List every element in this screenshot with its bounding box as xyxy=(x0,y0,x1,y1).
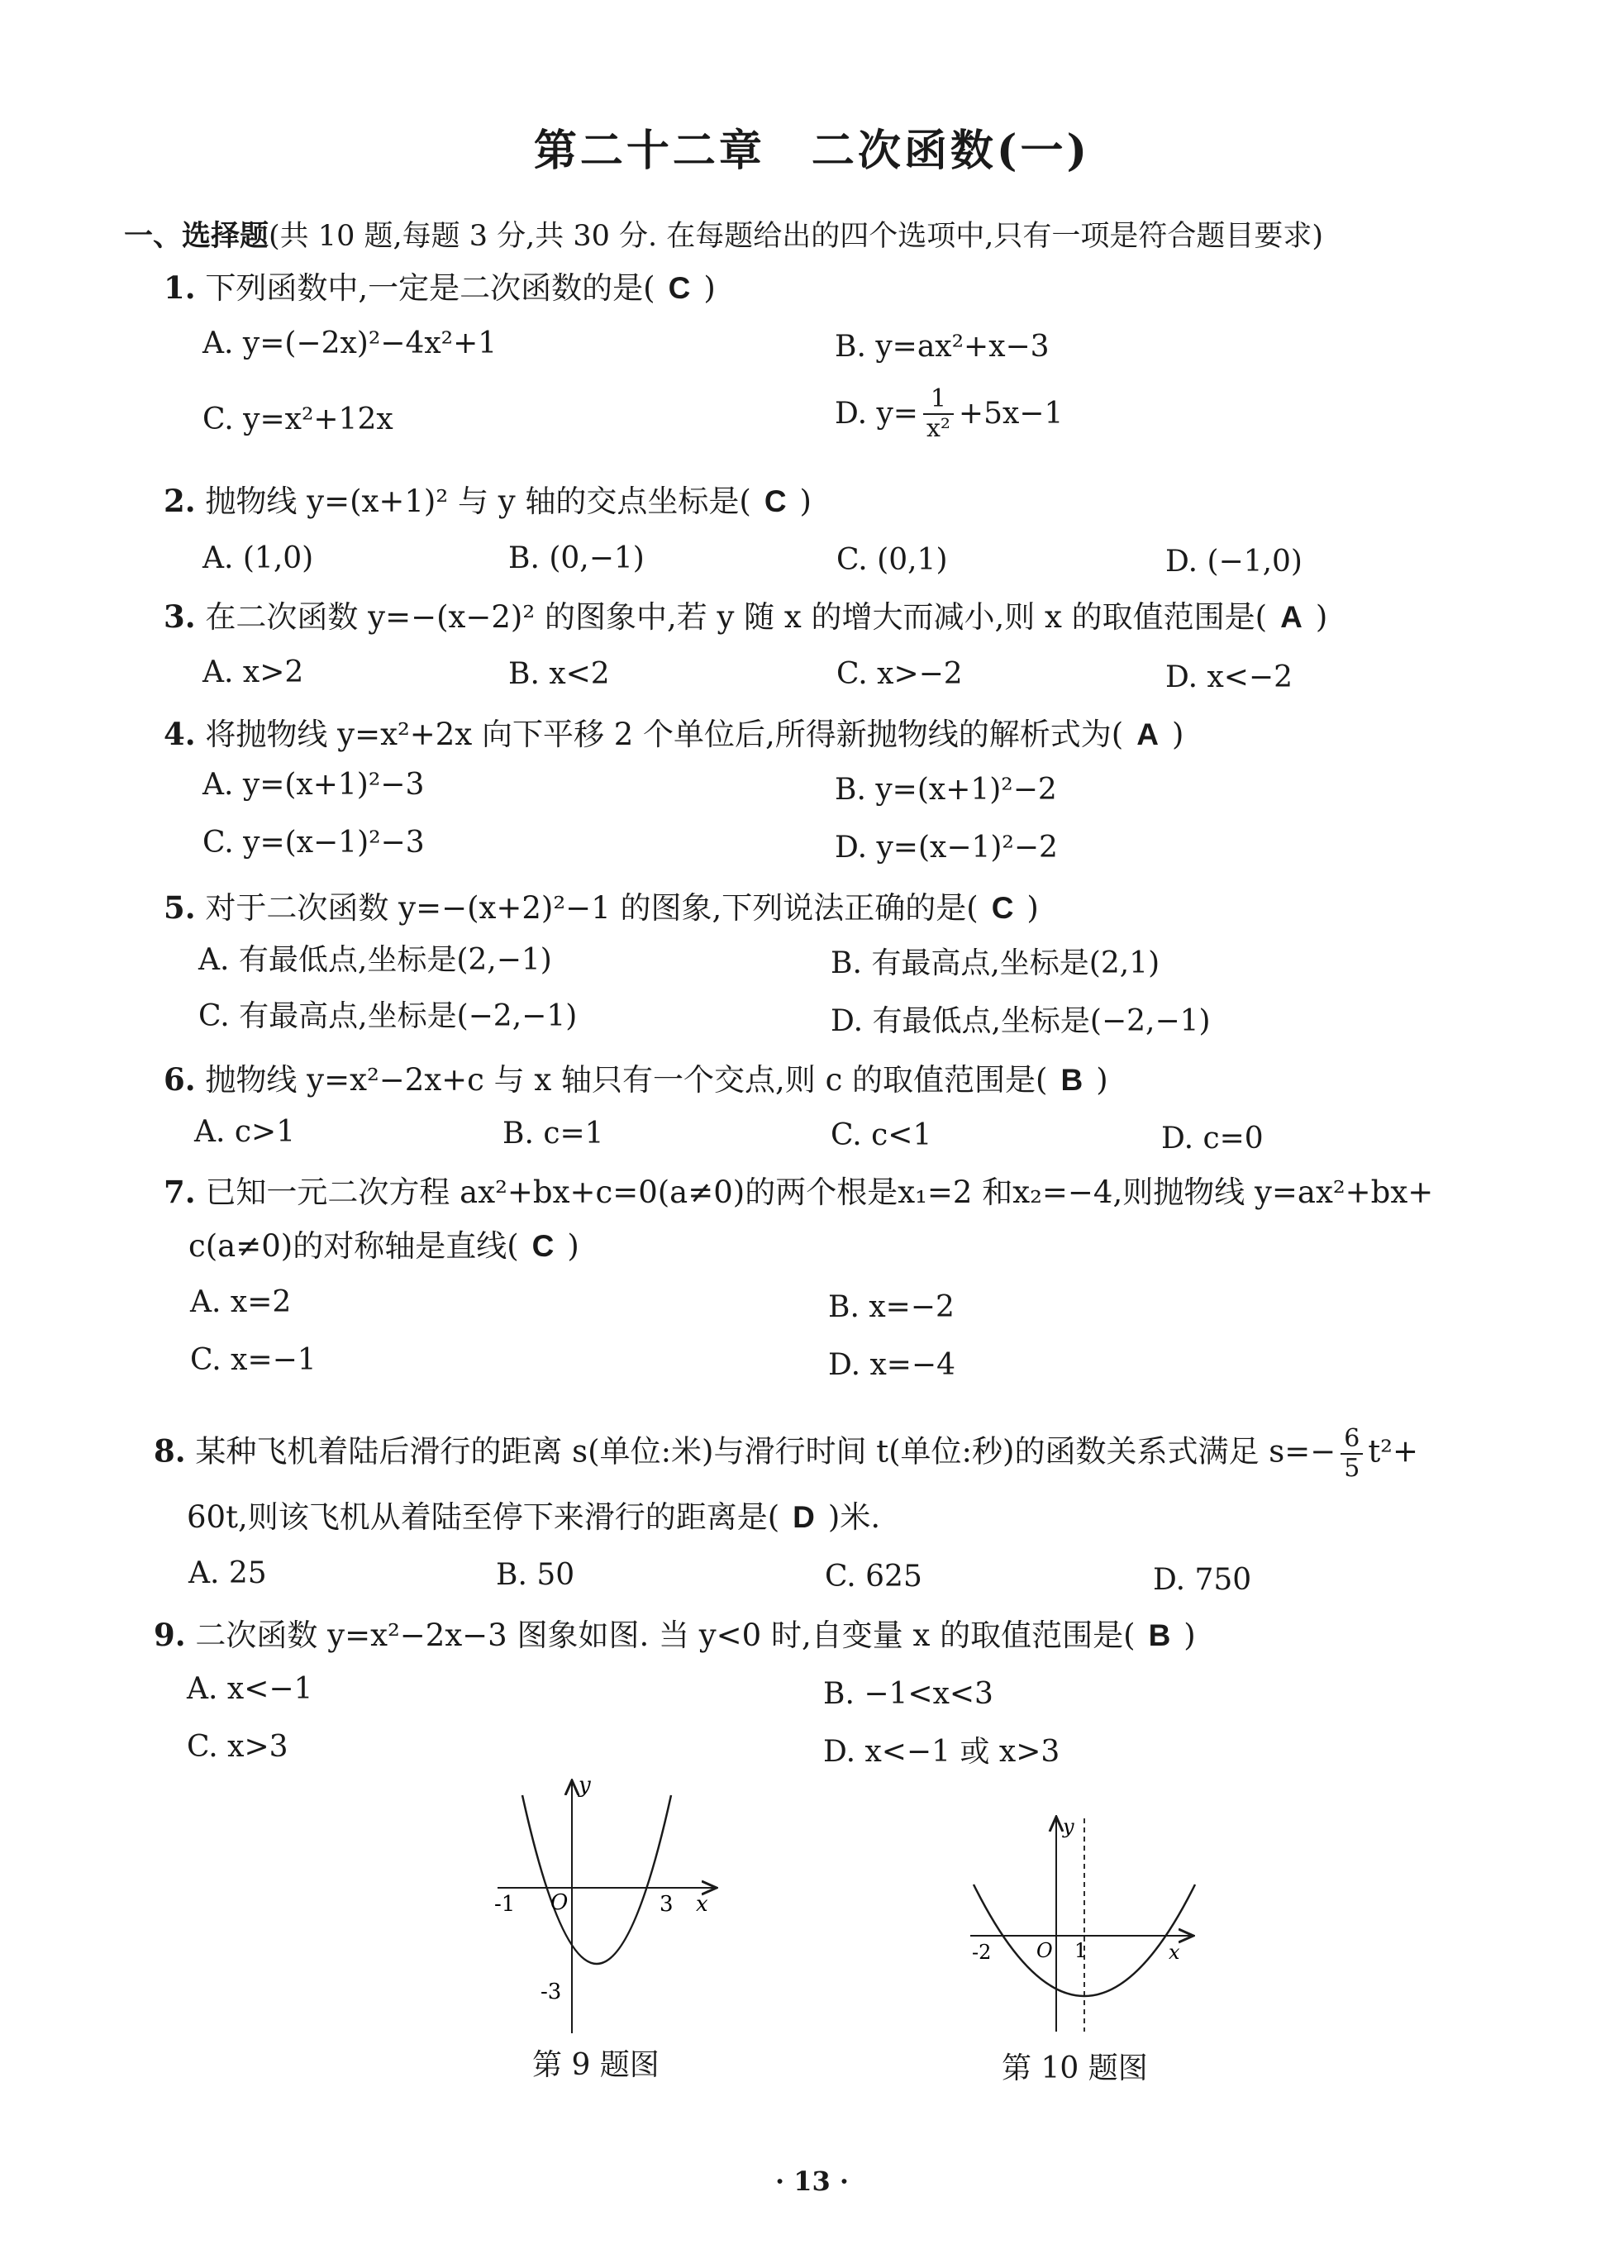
question-stem: 将抛物线 y=x²+2x 向下平移 2 个单位后,所得新抛物线的解析式为( xyxy=(205,717,1124,752)
fraction-denominator: x² xyxy=(926,414,950,443)
section-label: 一、选择题 xyxy=(124,219,269,253)
axis-tick-label: 1 xyxy=(1074,1939,1088,1962)
parabola-curve xyxy=(522,1795,671,1964)
question-stem-line2: 60t,则该飞机从着陆至停下来滑行的距离是( xyxy=(187,1499,780,1535)
fraction xyxy=(923,385,954,443)
answer-mark: C xyxy=(668,271,691,305)
q2-option-b: B. (0,−1) xyxy=(508,541,645,575)
question-9 xyxy=(154,1615,1575,1656)
q1-option-c: C. y=x²+12x xyxy=(202,403,393,436)
page-title: 第二十二章 二次函数(一) xyxy=(533,126,1091,176)
answer-mark: C xyxy=(531,1229,555,1263)
question-stem-line1: 某种飞机着陆后滑行的距离 s(单位:米)与滑行时间 t(单位:秒)的函数关系式满足 s=− xyxy=(195,1433,1336,1470)
q8-option-c: C. 625 xyxy=(825,1560,922,1594)
question-stem: 对于二次函数 y=−(x+2)²−1 的图象,下列说法正确的是( xyxy=(205,890,979,926)
stem-close: ) xyxy=(1096,1062,1108,1098)
question-number: 8. xyxy=(154,1432,186,1470)
x-axis-label: x xyxy=(696,1892,708,1917)
question-stem: 在二次函数 y=−(x−2)² 的图象中,若 y 随 x 的增大而减小,则 x 的取值范围是( xyxy=(205,599,1268,635)
q4-option-b: B. y=(x+1)²−2 xyxy=(835,773,1057,807)
origin-label: O xyxy=(1036,1939,1053,1962)
q4-option-c: C. y=(x−1)²−3 xyxy=(202,826,425,860)
q1-option-d xyxy=(835,385,1063,443)
question-7-line2 xyxy=(188,1227,1610,1266)
question-stem-line1: 已知一元二次方程 ax²+bx+c=0(a≠0)的两个根是x₁=2 和x₂=−4,则抛物线 y=ax²+bx+ xyxy=(205,1174,1434,1210)
option-d-prefix: D. y= xyxy=(835,397,918,431)
answer-mark: A xyxy=(1136,717,1159,751)
option-d-suffix: +5x−1 xyxy=(958,397,1064,431)
question-stem: 抛物线 y=x²−2x+c 与 x 轴只有一个交点,则 c 的取值范围是( xyxy=(205,1062,1048,1098)
q6-option-c: C. c<1 xyxy=(831,1118,932,1152)
fraction-denominator: 5 xyxy=(1344,1454,1360,1483)
root-right-label: 3 xyxy=(660,1892,674,1917)
question-5 xyxy=(164,888,1585,928)
question-number: 9. xyxy=(154,1617,186,1653)
question-stem: 抛物线 y=(x+1)² 与 y 轴的交点坐标是( xyxy=(205,484,751,519)
question-stem-tail: t²+ xyxy=(1368,1433,1419,1470)
stem-close: ) xyxy=(1183,1618,1196,1653)
answer-mark: D xyxy=(793,1500,815,1534)
answer-mark: C xyxy=(991,891,1014,925)
section-header xyxy=(124,213,1579,255)
q8-option-a: A. 25 xyxy=(188,1556,267,1590)
q5-option-d: D. 有最低点,坐标是(−2,−1) xyxy=(831,1004,1211,1038)
q7-option-c: C. x=−1 xyxy=(190,1343,317,1377)
figure-9-caption: 第 9 题图 xyxy=(532,2048,660,2082)
question-number: 2. xyxy=(164,483,196,519)
q1-option-a: A. y=(−2x)²−4x²+1 xyxy=(202,326,498,360)
q4-option-a: A. y=(x+1)²−3 xyxy=(202,768,425,802)
question-number: 6. xyxy=(164,1061,196,1098)
q9-option-b: B. −1<x<3 xyxy=(823,1677,993,1711)
q6-option-b: B. c=1 xyxy=(502,1117,604,1151)
stem-close: ) xyxy=(567,1228,579,1264)
question-2 xyxy=(164,481,1585,522)
q1-option-b: B. y=ax²+x−3 xyxy=(835,330,1050,364)
q3-option-b: B. x<2 xyxy=(508,657,610,691)
stem-close: ) xyxy=(1026,890,1039,926)
q2-option-d: D. (−1,0) xyxy=(1165,545,1303,579)
q9-option-d: D. x<−1 或 x>3 xyxy=(823,1735,1060,1769)
q9-option-a: A. x<−1 xyxy=(187,1672,313,1706)
stem-close: ) xyxy=(1315,599,1328,635)
q7-option-b: B. x=−2 xyxy=(828,1290,955,1324)
question-stem: 下列函数中,一定是二次函数的是( xyxy=(205,270,655,306)
q2-option-a: A. (1,0) xyxy=(202,541,314,575)
q8-option-b: B. 50 xyxy=(496,1558,575,1592)
q4-option-d: D. y=(x−1)²−2 xyxy=(835,831,1058,865)
fraction-numerator: 1 xyxy=(923,385,954,415)
q3-option-c: C. x>−2 xyxy=(836,657,963,691)
answer-mark: A xyxy=(1280,600,1303,634)
answer-mark: B xyxy=(1060,1063,1083,1097)
y-intercept-label: -3 xyxy=(541,1980,562,2004)
question-stem: 二次函数 y=x²−2x−3 图象如图. 当 y<0 时,自变量 x 的取值范围是( xyxy=(195,1618,1136,1653)
q6-option-a: A. c>1 xyxy=(194,1115,296,1149)
question-number: 1. xyxy=(164,269,196,306)
stem-close: ) xyxy=(799,484,812,519)
question-6 xyxy=(164,1060,1585,1100)
q5-option-b: B. 有最高点,坐标是(2,1) xyxy=(831,946,1160,980)
origin-label: O xyxy=(550,1890,569,1915)
q2-option-c: C. (0,1) xyxy=(836,543,948,577)
q9-option-c: C. x>3 xyxy=(187,1730,288,1764)
question-number: 7. xyxy=(164,1174,196,1210)
answer-mark: B xyxy=(1148,1618,1171,1652)
q7-option-a: A. x=2 xyxy=(190,1285,292,1319)
stem-close: ) xyxy=(1171,717,1184,752)
q6-option-d: D. c=0 xyxy=(1161,1122,1264,1155)
figure-10-caption: 第 10 题图 xyxy=(1002,2051,1148,2085)
question-1 xyxy=(164,268,1585,308)
question-number: 3. xyxy=(164,598,196,635)
stem-close: ) xyxy=(703,270,716,306)
q3-option-a: A. x>2 xyxy=(202,655,304,689)
q7-option-d: D. x=−4 xyxy=(828,1348,956,1382)
question-3 xyxy=(164,597,1585,637)
root-left-label: -2 xyxy=(972,1941,992,1964)
y-axis-label: y xyxy=(1063,1815,1074,1838)
figure-9-graph xyxy=(479,1769,727,2042)
question-8 xyxy=(154,1425,1575,1483)
question-number: 4. xyxy=(164,716,196,752)
question-7 xyxy=(164,1172,1585,1213)
question-8-line2 xyxy=(187,1498,1608,1537)
root-left-label: -1 xyxy=(494,1892,516,1917)
figure-10-graph xyxy=(959,1802,1207,2042)
q8-option-d: D. 750 xyxy=(1153,1563,1252,1597)
question-stem-line2: c(a≠0)的对称轴是直线( xyxy=(188,1228,519,1264)
y-axis-label: y xyxy=(579,1773,591,1798)
question-number: 5. xyxy=(164,889,196,926)
page-number: · 13 · xyxy=(774,2166,850,2197)
q3-option-d: D. x<−2 xyxy=(1165,660,1293,694)
x-axis-label: x xyxy=(1169,1941,1180,1964)
stem-close: )米. xyxy=(827,1499,881,1535)
question-4 xyxy=(164,714,1585,755)
fraction-numerator: 6 xyxy=(1341,1425,1363,1455)
fraction xyxy=(1341,1425,1363,1483)
q5-option-c: C. 有最高点,坐标是(−2,−1) xyxy=(198,999,578,1033)
answer-mark: C xyxy=(764,484,787,518)
section-note: (共 10 题,每题 3 分,共 30 分. 在每题给出的四个选项中,只有一项是符合题目要求) xyxy=(269,220,1324,253)
q5-option-a: A. 有最低点,坐标是(2,−1) xyxy=(198,943,552,977)
